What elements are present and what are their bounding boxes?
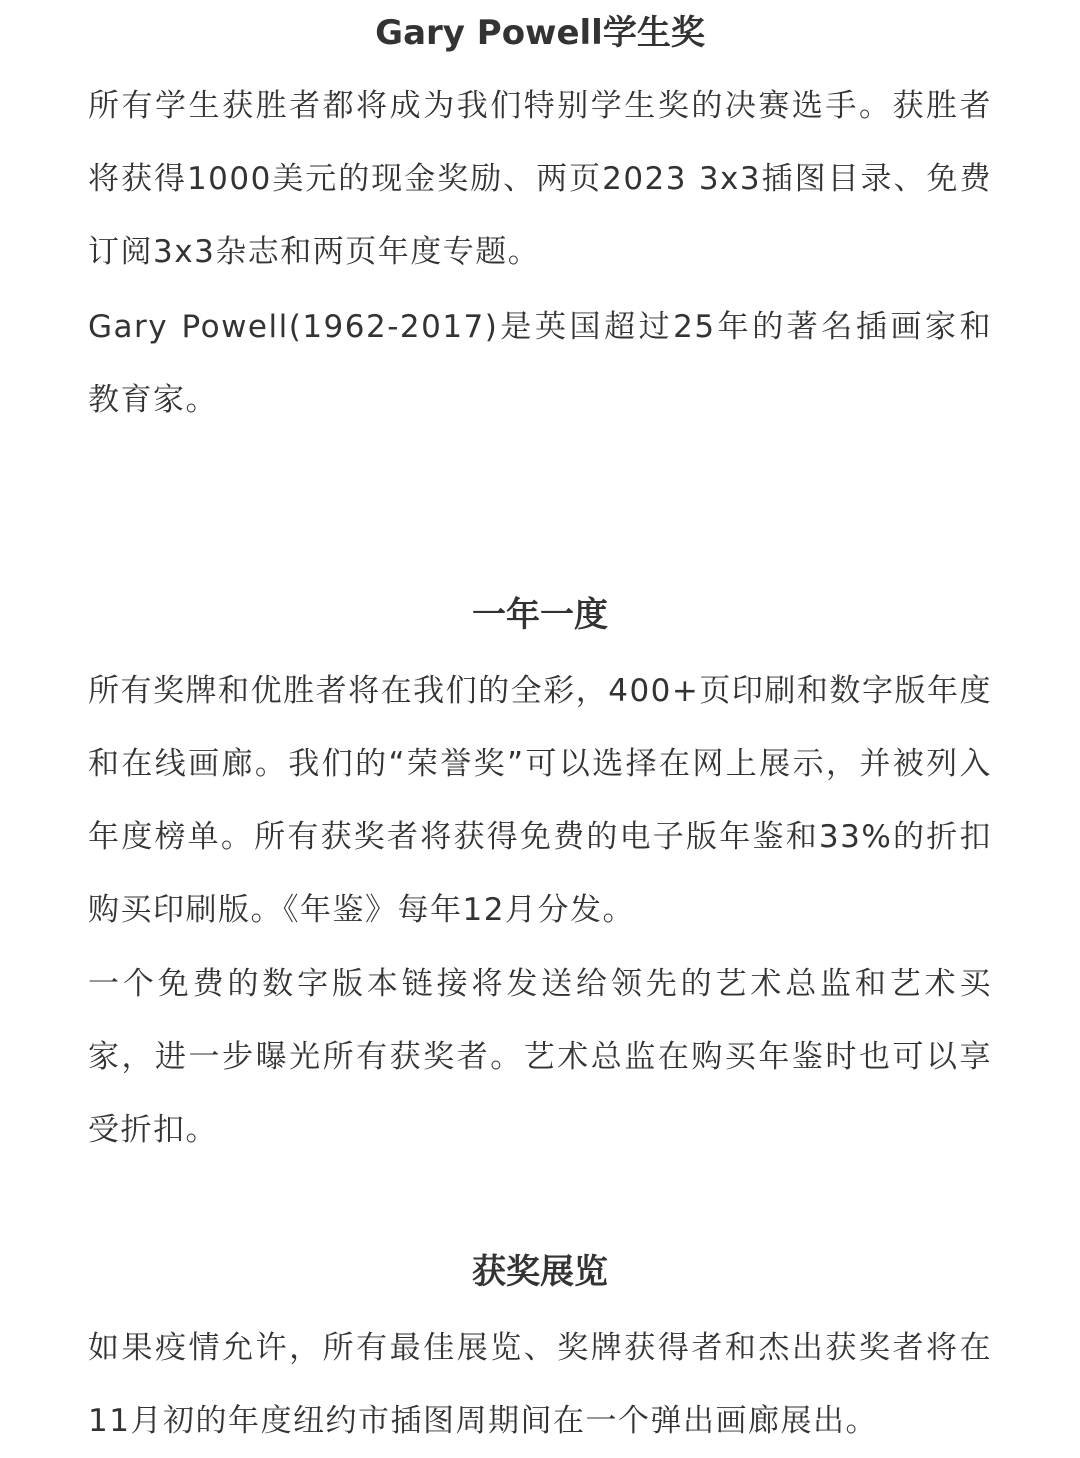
section-title-exhibition: 获奖展览	[472, 1252, 608, 1292]
paragraph-annual-publication: 所有奖牌和优胜者将在我们的全彩，400+页印刷和数字版年度和在线画廊。我们的“荣誉奖”可以选择在网上展示，并被列入年度榜单。所有获奖者将获得免费的电子版年鉴和33%的折扣购买印刷版。《年鉴》每年12月分发。	[88, 673, 992, 928]
paragraph-digital-version: 一个免费的数字版本链接将发送给领先的艺术总监和艺术买家，进一步曝光所有获奖者。艺术总监在购买年鉴时也可以享受折扣。	[88, 966, 992, 1148]
paragraph-student-award-prize: 所有学生获胜者都将成为我们特别学生奖的决赛选手。获胜者将获得1000美元的现金奖励、两页2023 3x3插图目录、免费订阅3x3杂志和两页年度专题。	[88, 88, 992, 270]
section-title-student-award: Gary Powell学生奖	[375, 13, 705, 53]
paragraph-exhibition: 如果疫情允许，所有最佳展览、奖牌获得者和杰出获奖者将在11月初的年度纽约市插图周期间在一个弹出画廊展出。	[88, 1330, 992, 1439]
paragraph-gary-powell-bio: Gary Powell(1962-2017)是英国超过25年的著名插画家和教育家。	[88, 309, 992, 418]
section-title-annual: 一年一度	[472, 595, 608, 635]
